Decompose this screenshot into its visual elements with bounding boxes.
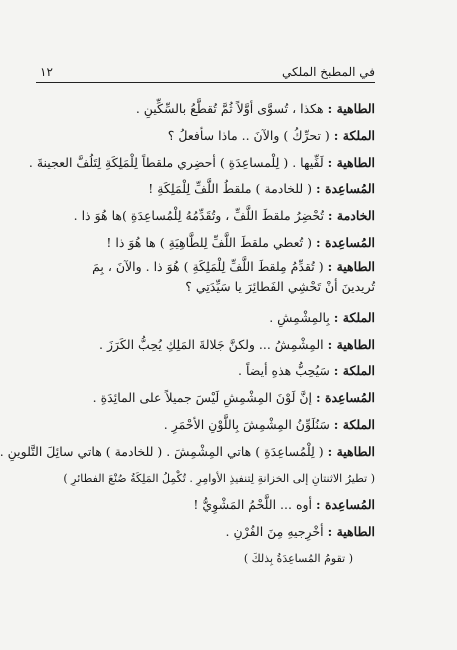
speaker-name: الخادمة : bbox=[327, 208, 375, 224]
dialogue-line bbox=[28, 150, 375, 177]
dialogue-line bbox=[60, 305, 375, 332]
speech-text: ( للخادمة ) ملقطُ اللَّفِّ لِلْمَلِكَةِ ! bbox=[148, 181, 316, 197]
speaker-name: المُساعِدة : bbox=[315, 181, 375, 197]
dialogue-line bbox=[60, 176, 375, 203]
speech-text: سَنُلَوِّنُ المِشْمِشَ بِاللَّوْنِ الأحْمَرِ . bbox=[163, 416, 334, 432]
running-header bbox=[36, 60, 375, 83]
page-number: ١٢ bbox=[40, 65, 53, 79]
script-body bbox=[0, 96, 375, 573]
stage-direction-text: ( تقومُ المُساعِدَةُ بِذلكَ ) bbox=[243, 551, 353, 565]
speech-text: سَيُحِبُّ هذهِ أيضاً . bbox=[238, 363, 334, 379]
stage-direction bbox=[60, 546, 375, 573]
speech-text: المِشْمِشُ ... ولكنَّ جَلالةَ المَلِكِ يُحِبُّ الكَرَزَ . bbox=[99, 336, 328, 352]
speech-text: ( لِلْمُساعِدَةِ ) هاتي المِشْمِشَ . ( للخادمة ) هاتي سائِلَ التَّلوينِ . bbox=[0, 443, 328, 459]
speech-text: هكذا ، تُسوَّى أوَّلاً ثُمَّ تُقطَّعُ بالسِّكِّينِ . bbox=[135, 101, 328, 116]
speech-text: ( تُقدِّمُ مِلقطَ اللَّفِّ لِلْمَلِكَةِ ) هُوَ ذا . والآنَ ، بِمَ تُريدينَ أنْ تَحْشِي الفَطائِرَ يا سَيِّدَتِي ؟ bbox=[92, 258, 375, 294]
speaker-name: المُساعِدة : bbox=[315, 390, 375, 406]
speaker-name: المُساعِدة : bbox=[315, 234, 375, 250]
dialogue-line bbox=[60, 519, 375, 546]
speaker-name: الطاهية : bbox=[327, 443, 375, 459]
speaker-name: الملكة : bbox=[333, 127, 375, 143]
speech-text: تُحْضِرُ ملقطَ اللَّفِّ ، وتُقَدِّمُهُ لِلْمُساعِدَةِ )ها هُوَ ذا . bbox=[73, 208, 328, 224]
speech-text: ( تُعطي ملقطَ اللَّفِّ لِلطَّاهِيَةِ ) ها هُوَ ذا ! bbox=[106, 234, 316, 250]
speaker-name: المُساعِدة : bbox=[315, 497, 375, 513]
dialogue-line bbox=[60, 332, 375, 359]
speaker-name: الطاهية : bbox=[327, 524, 375, 540]
dialogue-line bbox=[60, 358, 375, 385]
dialogue-line bbox=[60, 412, 375, 439]
stage-direction-text: ( تطيرُ الاثنتانِ إلى الخزانةِ لِتنفيذِ الأوامِرِ . تُكْمِلُ المَلِكَةُ صُنْعَ الفطائرِ ) bbox=[63, 471, 375, 485]
dialogue-line bbox=[60, 203, 375, 230]
dialogue-line bbox=[60, 385, 375, 412]
speaker-name: الطاهية : bbox=[327, 336, 375, 352]
dialogue-line bbox=[60, 492, 375, 519]
speech-text: أوه ... اللَّحْمُ المَشْوِيُّ ! bbox=[193, 497, 316, 513]
speech-text: بِالمِشْمِشِ . bbox=[269, 309, 334, 325]
dialogue-line bbox=[60, 230, 375, 257]
speech-text: لَفِّيها . ( لِلْمساعِدَةِ ) أحضِري ملقطاً لِلْمَلِكَةِ لِتَلُفَّ العجينةَ . bbox=[28, 154, 328, 170]
dialogue-line bbox=[60, 96, 375, 123]
dialogue-line bbox=[60, 123, 375, 150]
speaker-name: الملكة : bbox=[333, 416, 375, 432]
speaker-name: الطاهية : bbox=[327, 101, 375, 116]
stage-direction bbox=[60, 466, 375, 493]
dialogue-line bbox=[60, 257, 375, 305]
speaker-name: الطاهية : bbox=[327, 258, 375, 274]
speaker-name: الملكة : bbox=[333, 363, 375, 379]
speech-text: إنَّ لَوْنَ المِشْمِشِ لَيْسَ جميلاً على المائِدَةِ . bbox=[92, 390, 316, 406]
speaker-name: الملكة : bbox=[333, 309, 375, 325]
speech-text: ( تحرِّكُ ) والآنَ .. ماذا سأفعلُ ؟ bbox=[167, 127, 334, 143]
speech-text: أخْرِجيهِ مِنَ الفُرْنِ . bbox=[225, 524, 328, 540]
speaker-name: الطاهية : bbox=[327, 154, 375, 170]
dialogue-line bbox=[0, 439, 375, 466]
running-title: في المطبخ الملكي bbox=[281, 65, 375, 79]
